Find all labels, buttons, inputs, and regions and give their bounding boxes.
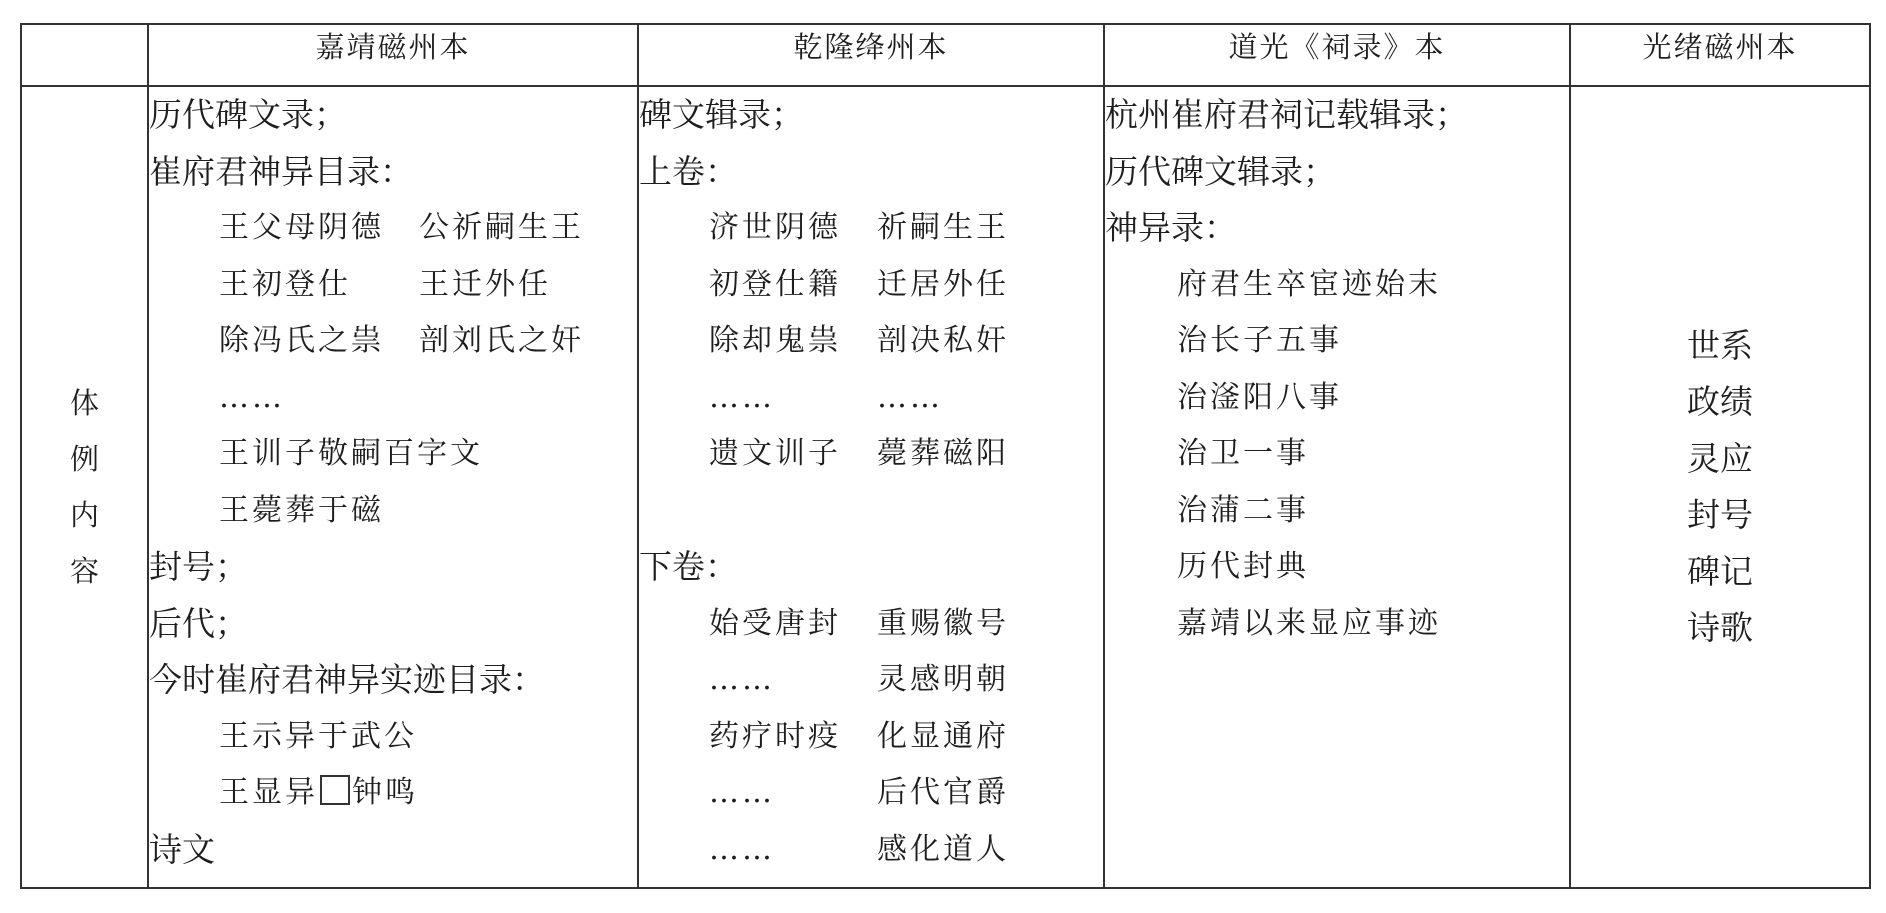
list-item [639, 426, 1103, 483]
list-item: 历代碑文辑录； [1105, 151, 1336, 191]
list-item: 下卷： [639, 547, 738, 586]
list-item: 碑文辑录； [639, 95, 804, 134]
list-item: 历代碑文录； [149, 95, 347, 134]
list-item: 诗文 [149, 829, 215, 869]
sub-item: 化显通府 [877, 718, 1009, 754]
sub-item: 除却鬼祟 [709, 323, 841, 358]
list-item: 治长子五事 [1177, 323, 1342, 358]
daoguang-content [1104, 86, 1570, 888]
header-daoguang-cilu: 道光《祠录》本 [1104, 24, 1570, 86]
jiajing-content [148, 86, 638, 888]
list-item: 灵应 [1687, 438, 1753, 478]
sub-item: 钟鸣 [352, 775, 418, 810]
list-item [639, 709, 1103, 766]
sub-item: 始受唐封 [709, 605, 841, 641]
list-item: 碑记 [1687, 551, 1753, 591]
ellipsis: …… [709, 379, 775, 415]
sub-item: 剖决私奸 [877, 323, 1009, 358]
comparison-table [20, 23, 1871, 889]
ellipsis: …… [709, 775, 775, 810]
list-item: 今时崔府君神异实迹目录： [149, 660, 545, 699]
sub-item: 济世阴德 [709, 210, 841, 245]
sub-item: 迁居外任 [877, 266, 1009, 302]
content-row [21, 86, 1870, 888]
row-label [21, 86, 148, 888]
list-item: 王训子敬嗣百字文 [219, 436, 483, 471]
row-label-char: 体 [69, 386, 99, 420]
list-item: 府君生卒宦迹始末 [1177, 266, 1441, 302]
list-item [639, 370, 1103, 427]
sub-item: 王父母阴德 [219, 210, 384, 245]
list-item: 神异录： [1105, 208, 1237, 247]
header-corner [21, 24, 148, 86]
list-item: 封号 [1687, 495, 1753, 534]
list-item [639, 822, 1103, 879]
sub-item: 公祈嗣生王 [419, 210, 584, 245]
list-item: 政绩 [1687, 382, 1753, 421]
ellipsis: …… [709, 831, 775, 867]
list-item: 治卫一事 [1177, 436, 1309, 471]
list-item: 后代； [149, 603, 248, 643]
list-item [149, 313, 637, 370]
list-item [639, 765, 1103, 822]
list-item [149, 200, 637, 257]
list-item [639, 313, 1103, 370]
sub-item: 初登仕籍 [709, 266, 841, 302]
list-item: 上卷： [639, 151, 738, 191]
list-item: 崔府君神异目录： [149, 151, 413, 191]
qianlong-content [638, 86, 1104, 888]
list-item: 王薨葬于磁 [219, 492, 384, 528]
list-item: 历代封典 [1177, 549, 1309, 584]
ellipsis: …… [877, 379, 943, 415]
sub-item: 后代官爵 [877, 775, 1009, 810]
list-item: 治蒲二事 [1177, 492, 1309, 528]
spacer [639, 483, 1103, 540]
list-item: 嘉靖以来显应事迹 [1177, 605, 1441, 641]
sub-item: 重赐徽号 [877, 605, 1009, 641]
header-qianlong-jiangzhou: 乾隆绛州本 [638, 24, 1104, 86]
list-item: 治滏阳八事 [1177, 379, 1342, 415]
guangxu-content [1570, 86, 1870, 888]
list-item [149, 257, 637, 314]
row-label-char: 容 [69, 554, 99, 588]
sub-item: 遗文训子 [709, 436, 841, 471]
sub-item: 药疗时疫 [709, 718, 841, 754]
ellipsis: …… [219, 379, 285, 415]
list-item: 世系 [1687, 325, 1753, 365]
sub-item: 感化道人 [877, 831, 1009, 867]
header-guangxu-cizhou: 光绪磁州本 [1570, 24, 1870, 86]
list-item [639, 652, 1103, 709]
list-item: 王示异于武公 [219, 718, 417, 754]
sub-item: 王初登仕 [219, 266, 351, 302]
list-item [149, 765, 637, 822]
list-item [639, 200, 1103, 257]
sub-item: 王显异 [219, 775, 318, 810]
header-jiajing-cizhou: 嘉靖磁州本 [148, 24, 638, 86]
sub-item: 王迁外任 [419, 266, 551, 302]
header-row [21, 24, 1870, 86]
ellipsis: …… [709, 662, 775, 697]
list-item: 杭州崔府君祠记载辑录； [1105, 95, 1468, 134]
sub-item: 祈嗣生王 [877, 210, 1009, 245]
sub-item: 剖刘氏之奸 [419, 323, 584, 358]
list-item [639, 257, 1103, 314]
row-label-char: 例 [69, 442, 99, 476]
row-label-char: 内 [69, 498, 99, 532]
sub-item: 除冯氏之祟 [219, 323, 384, 358]
list-item [639, 596, 1103, 653]
list-item: 封号； [149, 547, 248, 586]
sub-item: 灵感明朝 [877, 662, 1009, 697]
sub-item: 薨葬磁阳 [877, 436, 1009, 471]
list-item: 诗歌 [1687, 608, 1753, 647]
missing-character-box [320, 775, 350, 805]
